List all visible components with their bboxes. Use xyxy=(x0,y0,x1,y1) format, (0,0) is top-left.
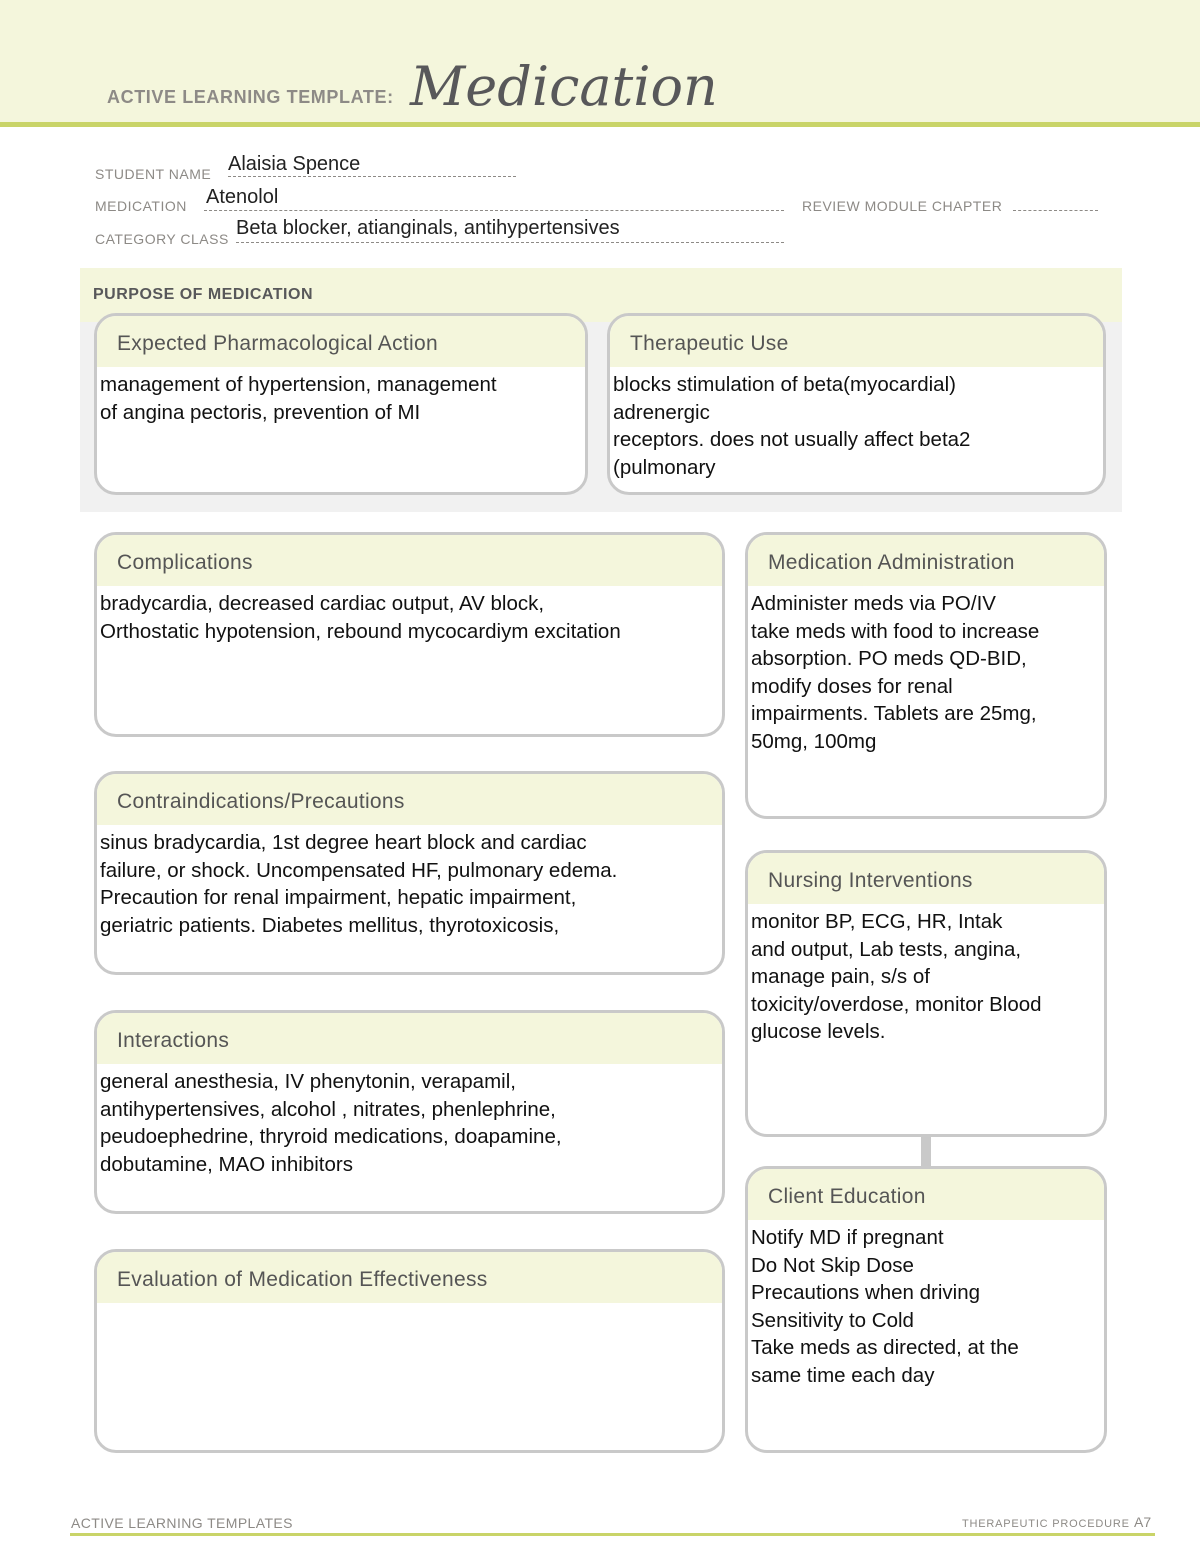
card-body[interactable]: bradycardia, decreased cardiac output, AV block, Orthostatic hypotension, rebound mycocardiym excitation xyxy=(100,592,621,643)
category-class-line xyxy=(236,242,784,243)
card-body[interactable]: Administer meds via PO/IV take meds with food to increase absorption. PO meds QD-BID, modify doses for renal impairments. Tablets are 25mg, 50mg, 100mg xyxy=(751,592,1040,753)
medication-line xyxy=(204,210,784,211)
card-title: Client Education xyxy=(748,1169,1104,1220)
card-title: Contraindications/Precautions xyxy=(97,774,722,825)
card-title: Expected Pharmacological Action xyxy=(97,316,585,367)
medication-label: MEDICATION xyxy=(95,198,187,214)
card-body[interactable]: sinus bradycardia, 1st degree heart block and cardiac failure, or shock. Uncompensated HF, pulmonary edema. Precaution for renal impairment, hepatic impairment, geriatric patients. Diabetes mellitus, thyrotoxicosis, xyxy=(100,831,618,937)
card-client-education xyxy=(745,1166,1107,1453)
card-contraindications xyxy=(94,771,725,975)
card-connector xyxy=(921,1136,931,1167)
card-title: Complications xyxy=(97,535,722,586)
card-nursing-interventions xyxy=(745,850,1107,1137)
review-module-line xyxy=(1013,210,1098,211)
card-body[interactable]: monitor BP, ECG, HR, Intak and output, Lab tests, angina, manage pain, s/s of toxicity/overdose, monitor Blood glucose levels. xyxy=(751,910,1042,1043)
card-body[interactable]: management of hypertension, management of angina pectoris, prevention of MI xyxy=(100,373,497,424)
card-body[interactable] xyxy=(97,1303,722,1307)
card-expected-action xyxy=(94,313,588,495)
page-number: A7 xyxy=(1134,1514,1152,1530)
card-title: Interactions xyxy=(97,1013,722,1064)
card-body[interactable]: general anesthesia, IV phenytonin, verapamil, antihypertensives, alcohol , nitrates, phenlephrine, peudoephedrine, thryroid medications, doapamine, dobutamine, MAO inhibitors xyxy=(100,1070,562,1176)
card-title: Nursing Interventions xyxy=(748,853,1104,904)
footer-left-label: ACTIVE LEARNING TEMPLATES xyxy=(71,1515,293,1531)
card-title: Evaluation of Medication Effectiveness xyxy=(97,1252,722,1303)
card-complications xyxy=(94,532,725,737)
review-module-label: REVIEW MODULE CHAPTER xyxy=(802,198,1003,214)
card-medication-administration xyxy=(745,532,1107,819)
footer-rule xyxy=(70,1533,1155,1536)
card-evaluation xyxy=(94,1249,725,1453)
card-body[interactable]: blocks stimulation of beta(myocardial) adrenergic receptors. does not usually affect beta2 (pulmonary xyxy=(613,373,971,479)
student-name-label: STUDENT NAME xyxy=(95,166,212,182)
card-body[interactable]: Notify MD if pregnant Do Not Skip Dose Precautions when driving Sensitivity to Cold Take meds as directed, at the same time each day xyxy=(751,1226,1019,1387)
card-title: Therapeutic Use xyxy=(610,316,1103,367)
student-name-value[interactable]: Alaisia Spence xyxy=(228,153,361,175)
category-class-value[interactable]: Beta blocker, atianginals, antihypertensives xyxy=(236,217,620,239)
purpose-label: PURPOSE OF MEDICATION xyxy=(93,286,313,303)
card-title: Medication Administration xyxy=(748,535,1104,586)
card-therapeutic-use xyxy=(607,313,1106,495)
template-prefix: ACTIVE LEARNING TEMPLATE: xyxy=(107,87,394,107)
medication-value[interactable]: Atenolol xyxy=(206,186,279,208)
category-class-label: CATEGORY CLASS xyxy=(95,231,229,247)
card-interactions xyxy=(94,1010,725,1214)
footer-right-label: THERAPEUTIC PROCEDURE xyxy=(962,1518,1130,1530)
page-title: Medication xyxy=(410,55,718,118)
student-name-line xyxy=(228,176,516,177)
header-rule xyxy=(0,122,1200,127)
